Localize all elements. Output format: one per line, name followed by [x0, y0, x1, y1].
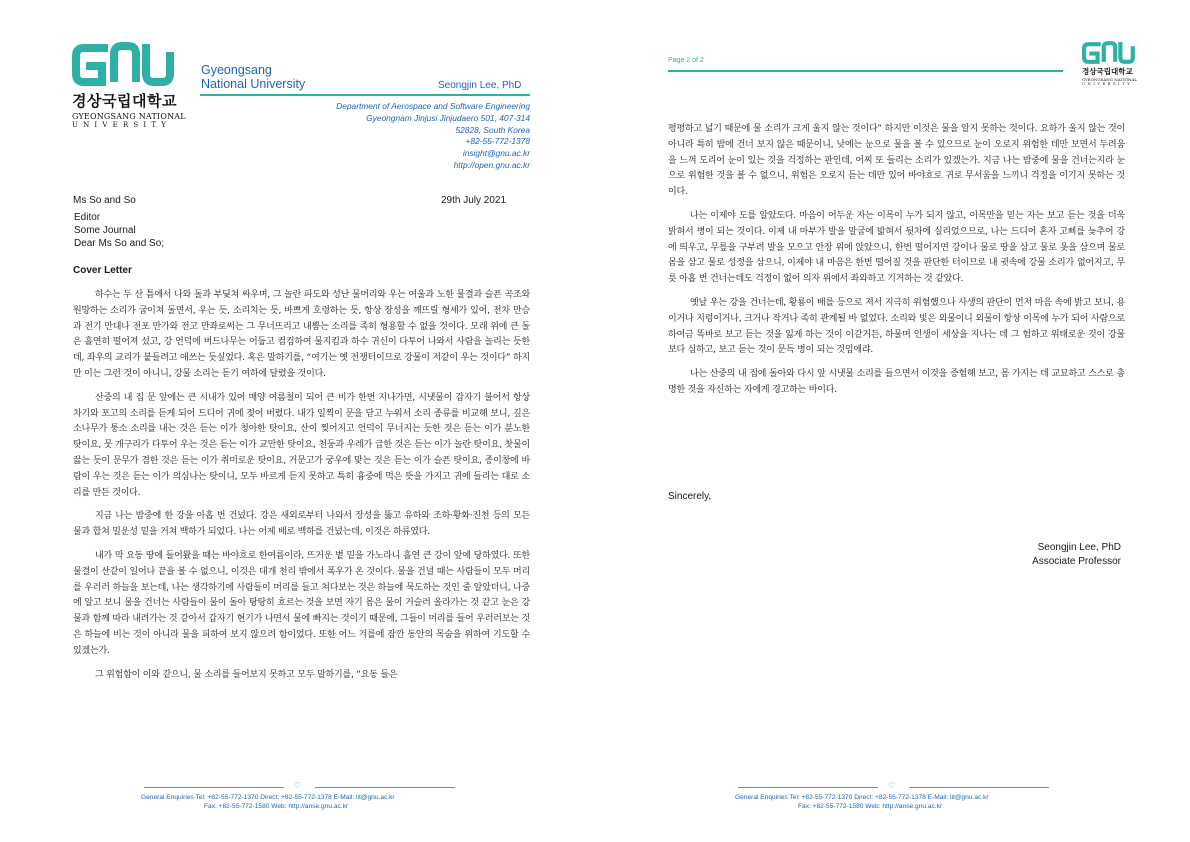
logo-english-line2: UNIVERSITY [1082, 82, 1133, 86]
page2-footer [734, 783, 1064, 811]
salutation: Dear Ms So and So; [74, 238, 165, 249]
body-paragraph: 하수는 두 산 틈에서 나와 돌과 부딪쳐 싸우며, 그 놀란 파도와 성난 물머리와 우는 여울과 노한 물결과 슬픈 곡조와 원망하는 소리가 굽이쳐 돌면서, 우는 듯, 소리치는 듯, 바쁘게 호령하는 듯, 항상 장성을 깨뜨릴 형세가 있어, 전차 만승과 전기 만대나 전포 만가와 전고 만좌로써는 그 무너뜨리고 내뿜는 소리를 족히 형용할 수 없을 것이다. 모래 위에 큰 돌은 흘연히 떨어져 섰고, 강 언덕에 버드나무는 어둡고 컴컴하여 물지킴과 하수 귀신이 다투어 나와서 사람을 놀리는 듯한데, 좌우의 교리가 붙들려고 애쓰는 듯싶었다. 혹은 말하기를, “여기는 옛 전쟁터이므로 강물이 저같이 우는 것이다” 하지만 이는 그런 것이 아니니, 강물 소리는 듣기 여하에 달렸을 것이다. [73, 290, 530, 379]
body-paragraph: 평평하고 넓기 때문에 물 소리가 크게 울지 않는 것이다” 하지만 이것은 물을 알지 못하는 것이다. 요하가 울지 않는 것이 아니라 특히 밤에 건너 보지 않은 때문이니, 낮에는 눈으로 물을 볼 수 있으므로 눈이 오로지 위험한 데만 보면서 두려움을 느껴 도리어 눈이 있는 것을 걱정하는 판인데, 어찌 또 들리는 소리가 있겠는가. 지금 나는 밤중에 물을 건너는지라 눈으로 위험한 것을 볼 수 없으니, 위험은 오로지 듣는 데만 있어 바야흐로 귀로 무서움을 느끼니 걱정을 이기지 못하는 것이다. [668, 124, 1125, 198]
footer-rule-left [144, 787, 284, 788]
footer-rule-right [315, 787, 455, 788]
address-website[interactable]: http://open.gnu.ac.kr [453, 159, 530, 170]
logo-english-line1: GYEONGSANG NATIONAL [72, 112, 186, 121]
address-email[interactable]: insight@gnu.ac.kr [462, 148, 530, 159]
address-street: Gyeongnam Jinjusi Jinjudaero 501, 407-314 [366, 112, 530, 123]
university-logo-small [1082, 40, 1140, 86]
signature-block [960, 541, 1121, 569]
footer-rule [140, 783, 470, 793]
footer-contact-line1: General Enquiries Tel: +82-55-772-1370 Direct: +82-55-772-1378 E-Mail: lit@gnu.ac.kr [735, 794, 989, 801]
footer-contact-line2: Fax: +82-55-772-1580 Web: http://anse.gnu.ac.kr [798, 803, 943, 810]
recipient-block [73, 194, 164, 250]
header-author: Seongjin Lee, PhD [438, 80, 522, 91]
logo-korean-name: 경상국립대학교 [72, 92, 177, 110]
logo-english-line2: UNIVERSITY [72, 121, 172, 129]
letter-body-page2 [668, 122, 1125, 407]
recipient-title: Editor [74, 212, 101, 223]
page2-header-divider [668, 70, 1063, 72]
address-department: Department of Aerospace and Software Engineering [336, 101, 530, 111]
body-paragraph: 내가 막 요동 땅에 들어왔을 때는 바야흐로 한여름이라, 뜨거운 볕 밑을 가노라니 흘연 큰 강이 앞에 당하였다. 또한 물결이 산같이 일어나 끝을 볼 수 없으니, 이것은 대개 천리 밖에서 폭우가 온 것이다. 물을 건널 때는 사람들이 모두 머리를 우러러 하늘을 보는데, 나는 생각하기에 사람들이 머리를 들고 쳐다보는 것은 하늘에 묵도하는 것인 줄 알았더니, 나중에 알고 보니 물을 건너는 사람들이 물이 돌아 탕탕히 흐르는 것을 보면 자기 몸은 물이 거슬러 올라가는 것 같고 눈은 강물과 함께 따라 내려가는 것 같아서 갑자기 현기가 나면서 물에 빠지는 것이기 때문에, 그들이 머리를 들어 우러러보는 것은 하늘에 비는 것이 아니라 물을 피하여 보지 않으려 함이었다. 또한 어느 겨를에 잠깐 동안의 목숨을 위하여 기도할 수 있겠는가. [73, 550, 530, 656]
letter-date: 29th July 2021 [441, 195, 507, 206]
university-logo [72, 40, 184, 129]
body-paragraph: 산중의 내 집 문 앞에는 큰 시내가 있어 매양 여름철이 되어 큰 비가 한번 지나가면, 시냇물이 갑자기 불어서 항상 차기와 포고의 소리를 듣게 되어 드디어 귀에 젖어 버렸다. 내가 일찍이 문을 닫고 누워서 소리 종류를 비교해 보니, 깊은 소나무가 퉁소 소리를 내는 것은 듣는 이가 청아한 탓이요, 산이 찢어지고 언덕이 무너지는 듯한 것은 듣는 이가 분노한 탓이요, 뭇 개구리가 다투어 우는 것은 듣는 이가 교만한 탓이요, 천둥과 우레가 급한 것은 듣는 이가 놀란 탓이요, 찻물이 끓는 듯이 문무가 겸한 것은 듣는 이가 취미로운 탓이요, 거문고가 궁우에 맞는 것은 듣는 이가 슬픈 탓이요, 종이창에 바람이 우는 것은 듣는 이가 의심나는 탓이니, 모두 바르게 듣지 못하고 특히 흉중에 먹은 뜻을 가지고 귀에 들리는 대로 소리를 만든 것이다. [73, 392, 530, 498]
logo-english-line1: GYEONGSANG NATIONAL [1082, 77, 1137, 82]
recipient-name: Ms So and So [73, 195, 136, 206]
footer-rule-right [909, 787, 1049, 788]
footer-contact-line2: Fax: +82-55-772-1580 Web: http://anse.gnu.ac.kr [204, 803, 349, 810]
university-name [201, 63, 305, 91]
body-paragraph: 옛날 우는 강을 건너는데, 황룡이 배를 등으로 져서 지극히 위험했으나 사생의 판단이 먼저 마음 속에 밝고 보니, 용이거나 지렁이거나, 크거나 작거나 족히 관계될 바 없었다. 소리와 빛은 외물이니 외물이 항상 이목에 누가 되어 사람으로 하여금 똑바로 보고 듣는 것을 잃게 하는 것이 이같거든, 하물며 인생이 세상을 지나는 데 그 험하고 위태로운 것이 강물보다 심하고, 보고 듣는 것이 문득 병이 되는 것임에랴. [668, 297, 1125, 356]
gnu-logo-mark-icon [1082, 40, 1138, 65]
heart-icon: ♡ [888, 781, 896, 790]
body-paragraph: 지금 나는 밤중에 한 강을 아홉 번 건넜다. 강은 새외로부터 나와서 장성을 뚫고 유하와 조하·황화·진천 등의 모든 물과 합쳐 밀운성 밑을 거쳐 백하가 되었다. 나는 어제 배로 백하를 건넜는데, 이것은 하류였다. [73, 511, 530, 538]
header-divider [200, 94, 530, 96]
closing-sincerely: Sincerely, [668, 491, 712, 502]
address-postal: 52828, South Korea [455, 124, 530, 135]
footer-rule [734, 783, 1064, 793]
sender-address [250, 101, 530, 172]
gnu-logo-mark-icon [72, 40, 180, 88]
signature-title: Associate Professor [1032, 556, 1121, 567]
recipient-journal: Some Journal [74, 225, 136, 236]
signature-name: Seongjin Lee, PhD [1037, 542, 1121, 553]
letter-subject: Cover Letter [73, 265, 132, 276]
university-name-line2: National University [201, 77, 306, 91]
body-paragraph: 나는 산중의 내 집에 돌아와 다시 앞 시냇물 소리를 들으면서 이것을 증험해 보고, 몸 가지는 데 교묘하고 스스로 총명한 것을 자신하는 자에게 경고하는 바이다. [668, 369, 1125, 395]
footer-rule-left [738, 787, 878, 788]
address-phone: +82-55-772-1378 [465, 136, 530, 147]
logo-korean-name: 경상국립대학교 [1082, 67, 1133, 76]
page-number: Page 2 of 2 [668, 57, 704, 64]
university-name-line1: Gyeongsang [201, 63, 272, 77]
letter-body-page1 [73, 288, 530, 691]
body-paragraph: 나는 이제야 도를 알았도다. 마음이 어두운 자는 이목이 누가 되지 않고, 이목만을 믿는 자는 보고 듣는 것을 더욱 밝혀서 병이 되는 것이다. 이제 내 마부가 발을 말굽에 밟혀서 뒷차에 실리었으므로, 나는 드디어 혼자 고삐를 늦추어 강에 띄우고, 무릎을 구부려 발을 모으고 안장 위에 앉았으니, 한번 떨어지면 강이나 물로 땅을 삼고 물로 옷을 삼으며 물로 몸을 삼고 물로 성정을 삼으니, 이제야 내 마음은 한번 떨어질 것을 판단한 터이므로 내 귓속에 강물 소리가 없어지고, 무릇 아홉 번 건너는데도 걱정이 없어 의자 위에서 좌와하고 기거하는 것 같았다. [668, 210, 1125, 285]
footer-contact-line1: General Enquiries Tel: +82-55-772-1370 Direct: +82-55-772-1378 E-Mail: lit@gnu.ac.kr [141, 794, 395, 801]
body-paragraph: 그 위험함이 이와 같으니, 물 소리를 들어보지 못하고 모두 말하기를, “요동 들은 [95, 669, 398, 680]
heart-icon: ♡ [294, 781, 302, 790]
page1-footer [140, 783, 470, 811]
